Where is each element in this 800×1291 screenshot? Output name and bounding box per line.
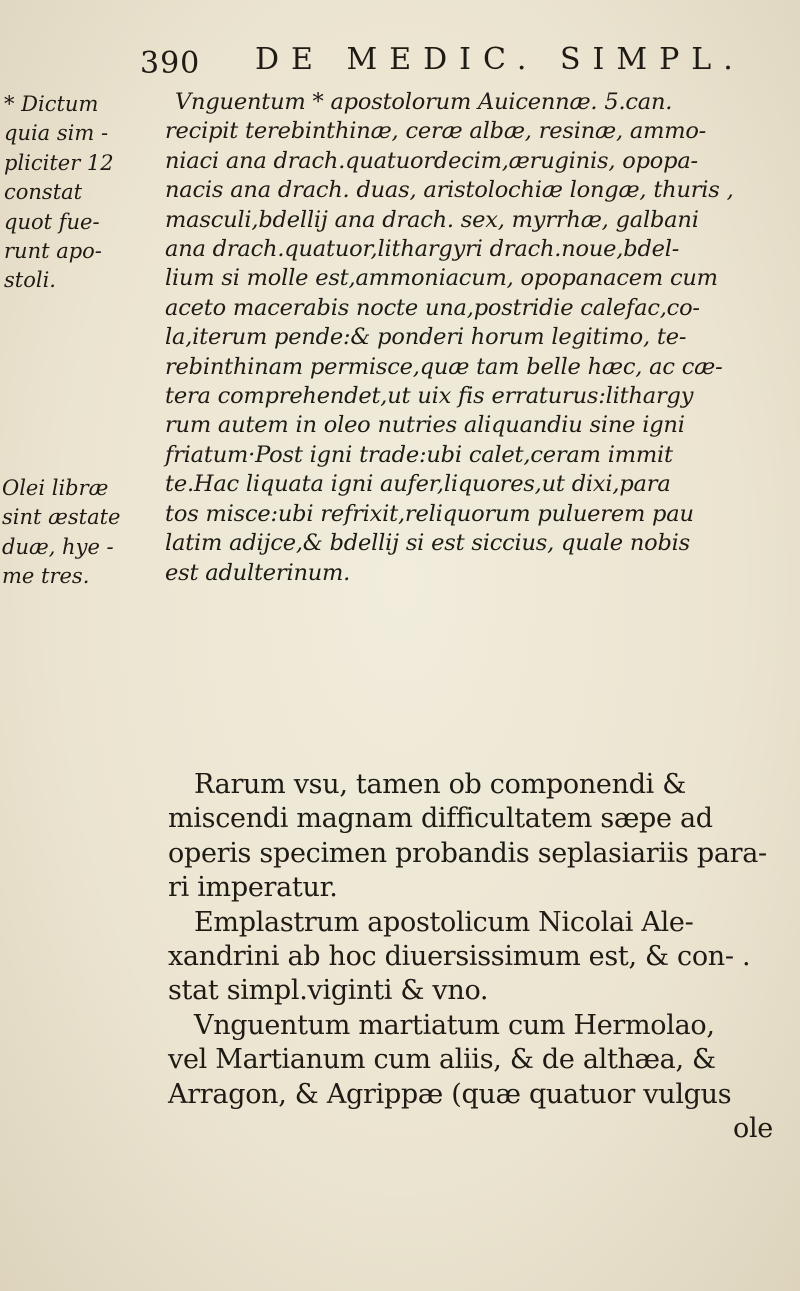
margin-line: Olei libræ [2,476,109,500]
recipe-line: est adulterinum. [165,559,351,586]
recipe-text [165,88,734,588]
running-head: DE MEDIC. SIMPL. [255,42,745,77]
recipe-line: latim adijce,& bdellij si est siccius, quale nobis [165,530,691,557]
commentary-line: Emplastrum apostolicum Nicolai Ale- [194,906,694,938]
recipe-line: masculi,bdellij ana drach. sex, myrrhæ, galbani [165,206,699,233]
commentary-line: stat simpl.viginti & vno. [168,975,489,1007]
recipe-line: Vnguentum * apostolorum Auicennæ. 5.can. [175,89,673,115]
commentary-text [168,768,773,1146]
margin-line: constat [4,180,83,205]
margin-line: me tres. [2,564,90,589]
margin-line: quot fue- [4,209,100,234]
recipe-line: nacis ana drach. duas, aristolochiæ longæ, thuris , [165,177,734,204]
recipe-line: rum autem in oleo nutries aliquandiu sine igni [165,412,685,439]
recipe-line: recipit terebinthinæ, ceræ albæ, resinæ, ammo- [165,118,707,145]
recipe-line: niaci ana drach.quatuordecim,æruginis, opopa- [165,147,698,174]
margin-line: quia sim - [4,121,109,146]
page-header [140,42,745,82]
commentary-line: operis specimen probandis seplasiariis para- [168,837,767,869]
recipe-line: aceto macerabis nocte una,postridie calefac,co- [165,294,700,321]
margin-line: * Dictum [4,92,99,116]
recipe-line: tos misce:ubi refrixit,reliquorum puluerem pau [165,500,694,527]
recipe-line: lium si molle est,ammoniacum, opopanacem cum [165,265,718,292]
recipe-line: friatum·Post igni trade:ubi calet,ceram immit [165,441,673,468]
commentary-line: xandrini ab hoc diuersissimum est, & con- . [168,941,751,973]
commentary-line: miscendi magnam difficultatem sæpe ad [168,803,713,835]
margin-line: runt apo- [4,239,102,264]
recipe-line: tera comprehendet,ut uix fis erraturus:lithargy [165,383,694,410]
recipe-line: rebinthinam permisce,quæ tam belle hæc, ac cæ- [165,353,723,380]
recipe-line: te.Hac liquata igni aufer,liquores,ut dixi,para [165,471,671,498]
page-number: 390 [140,46,201,81]
catchword: ole [733,1113,773,1145]
margin-line: duæ, hye - [2,534,114,559]
commentary-line: vel Martianum cum aliis, & de althæa, & [168,1044,716,1076]
recipe-line: ana drach.quatuor,lithargyri drach.noue,bdel- [165,236,680,263]
commentary-line: ri imperatur. [168,872,338,904]
recipe-line: la,iterum pende:& ponderi horum legitimo, te- [165,324,687,351]
commentary-line: Arragon, & Agrippæ (quæ quatuor vulgus [168,1078,732,1110]
margin-line: pliciter 12 [4,150,114,175]
marginal-note-2 [2,474,120,592]
margin-line: sint æstate [2,505,121,530]
commentary-line: Vnguentum martiatum cum Hermolao, [194,1009,715,1041]
margin-line: stoli. [4,268,56,293]
marginal-note-1 [4,90,114,296]
commentary-line: Rarum vsu, tamen ob componendi & [194,769,687,800]
